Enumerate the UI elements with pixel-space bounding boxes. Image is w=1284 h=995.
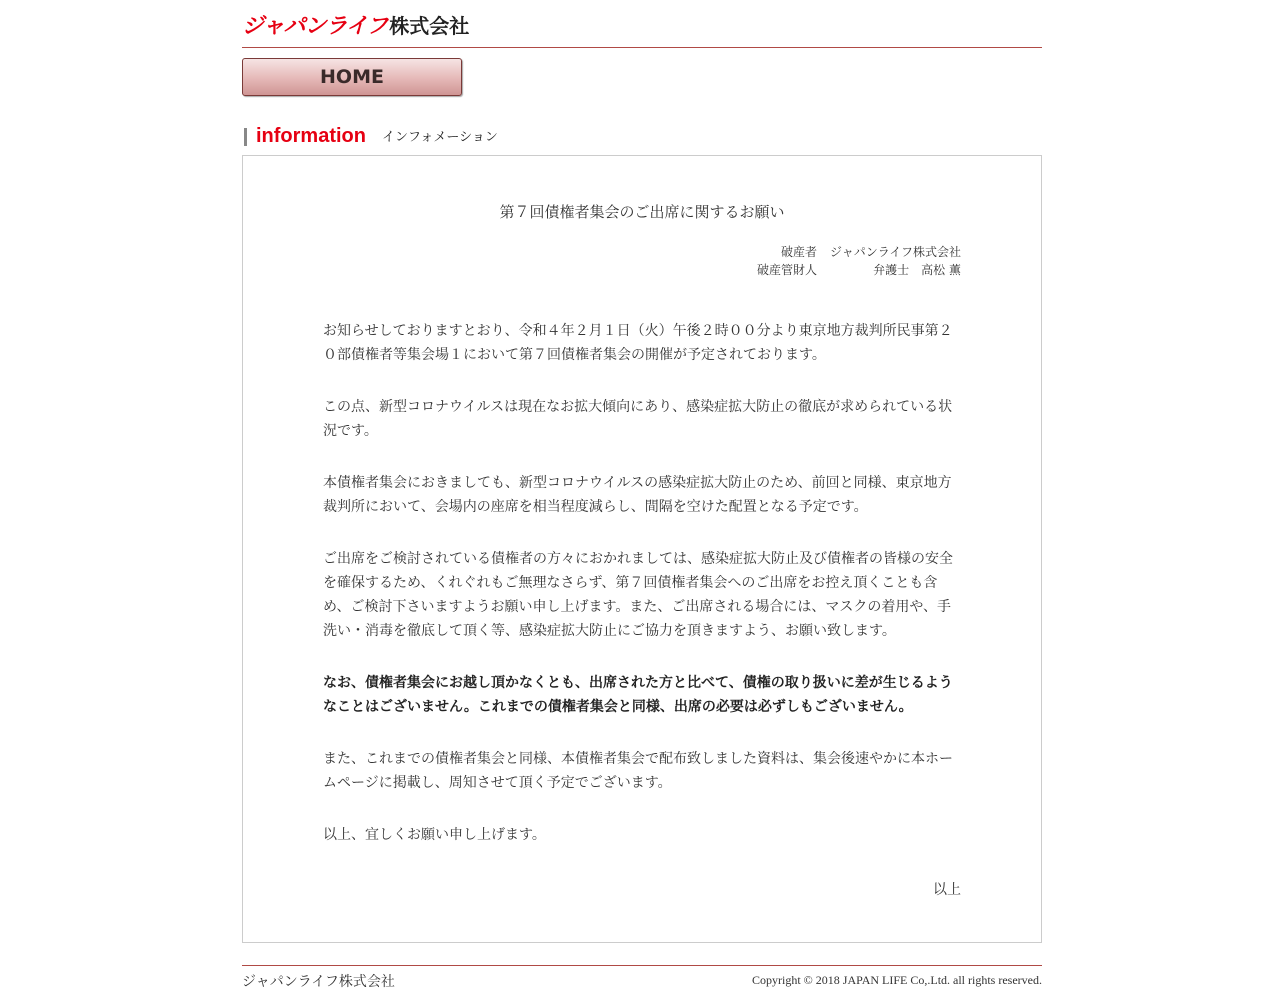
- heading-accent-bar: [244, 128, 247, 146]
- page-container: [242, 0, 1042, 898]
- notice-box: [242, 155, 1042, 943]
- sender-label: 破産管財人: [756, 263, 817, 277]
- sender-value: ジャパンライフ株式会社: [829, 245, 961, 259]
- home-button[interactable]: HOME: [242, 58, 462, 96]
- site-footer: [242, 965, 1042, 995]
- sender-label: 破産者: [780, 245, 817, 259]
- notice-paragraph: ご出席をご検討されている債権者の方々におかれましては、感染症拡大防止及び債権者の皆様の安全を確保するため、くれぐれもご無理なさらず、第７回債権者集会へのご出席をお控え頂くことも含め、ご検討下さいますようお願い申し上げます。また、ご出席される場合には、マスクの着用や、手洗い・消毒を徹底して頂く等、感染症拡大防止にご協力を頂きますよう、お願い致します。: [323, 551, 953, 639]
- section-heading: [244, 126, 498, 146]
- notice-paragraph: この点、新型コロナウイルスは現在なお拡大傾向にあり、感染症拡大防止の徹底が求められている状況です。: [323, 399, 953, 439]
- footer-company: ジャパンライフ株式会社: [242, 974, 395, 990]
- notice-paragraph: お知らせしておりますとおり、令和４年２月１日（火）午後２時００分より東京地方裁判所民事第２０部債権者等集会場１において第７回債権者集会の開催が予定されております。: [323, 323, 953, 363]
- notice-closing: 以上: [933, 882, 961, 898]
- notice-paragraph: また、これまでの債権者集会と同様、本債権者集会で配布致しました資料は、集会後速やかに本ホームページに掲載し、周知させて頂く予定でございます。: [323, 751, 953, 791]
- notice-paragraph-emphasis: なお、債権者集会にお越し頂かなくとも、出席された方と比べて、債権の取り扱いに差が生じるようなことはございません。これまでの債権者集会と同様、出席の必要は必ずしもございません。: [323, 675, 953, 715]
- logo-brand-text: ジャパンライフ: [242, 14, 388, 39]
- sender-row: [737, 243, 961, 261]
- site-logo[interactable]: [242, 9, 469, 40]
- site-header: [242, 0, 1042, 48]
- sender-value: 弁護士 高松 薫: [873, 263, 961, 277]
- notice-title: 第７回債権者集会のご出席に関するお願い: [499, 203, 785, 221]
- heading-en: information: [256, 125, 366, 147]
- notice-paragraph: 以上、宜しくお願い申し上げます。: [323, 827, 546, 843]
- notice-paragraph: 本債権者集会におきましても、新型コロナウイルスの感染症拡大防止のため、前回と同様、東京地方裁判所において、会場内の座席を相当程度減らし、間隔を空けた配置となる予定です。: [323, 475, 952, 515]
- notice-body: [323, 319, 955, 875]
- footer-copyright: Copyright © 2018 JAPAN LIFE Co,.Ltd. all rights reserved.: [752, 973, 1042, 987]
- heading-ja: インフォメーション: [382, 130, 498, 145]
- logo-company-text: 株式会社: [389, 14, 470, 38]
- sender-row: [737, 261, 961, 279]
- notice-sender: [737, 243, 961, 279]
